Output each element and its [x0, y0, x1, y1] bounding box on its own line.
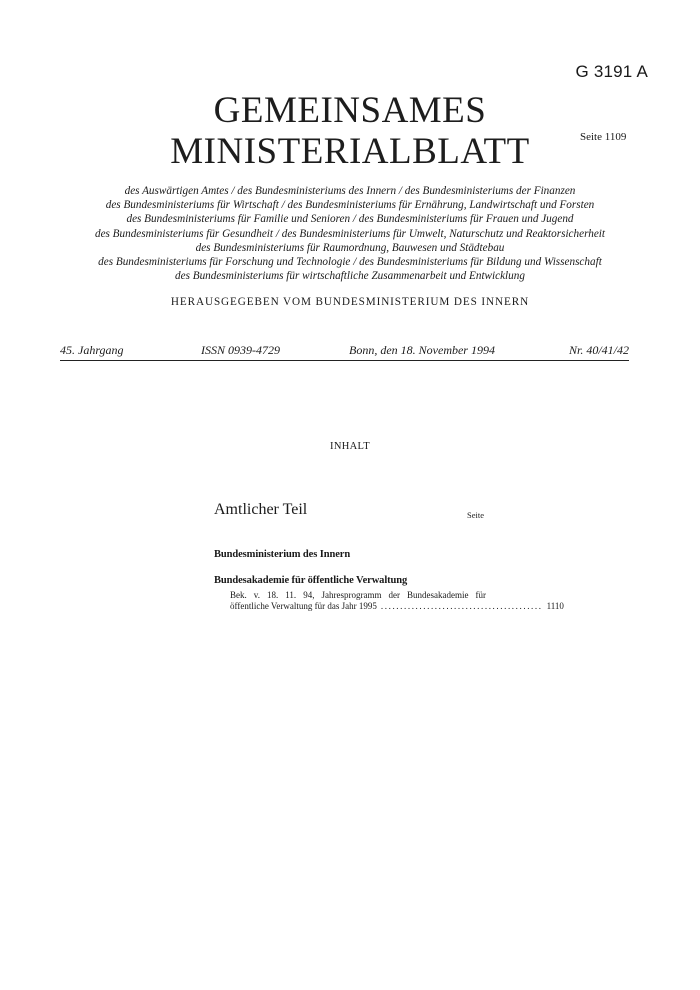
ministries-line: des Bundesministeriums für Familie und Senioren / des Bundesministeriums für Frauen und Jugend — [126, 213, 574, 226]
place-date-label: Bonn, den 18. November 1994 — [349, 343, 495, 357]
issue-number-label: Nr. 40/41/42 — [568, 343, 629, 357]
contents-entry[interactable] — [230, 590, 564, 612]
entry-page-number[interactable]: 1110 — [546, 601, 564, 611]
contents-heading: INHALT — [330, 441, 370, 452]
ministries-list — [40, 184, 660, 283]
issue-info-bar — [60, 343, 629, 359]
masthead-title-line2: MINISTERIALBLATT — [170, 131, 530, 172]
section-title: Amtlicher Teil — [214, 501, 308, 518]
dot-leader: .......................................... — [380, 601, 543, 611]
entry-text-line2: öffentliche Verwaltung für das Jahr 1995 — [230, 601, 377, 611]
page-number-label: Seite 1109 — [580, 131, 627, 143]
ministries-line: des Bundesministeriums für Forschung und Technologie / des Bundesministeriums für Bildung und Wissenschaft — [98, 256, 602, 269]
masthead-title-line1: GEMEINSAMES — [213, 90, 487, 131]
masthead-divider — [60, 360, 629, 361]
ministries-line: des Bundesministeriums für wirtschaftliche Zusammenarbeit und Entwicklung — [175, 270, 525, 283]
agency-heading: Bundesakademie für öffentliche Verwaltung — [214, 575, 408, 586]
series-code: G 3191 A — [575, 62, 648, 81]
publisher-line: HERAUSGEGEBEN VOM BUNDESMINISTERIUM DES INNERN — [170, 296, 530, 308]
ministries-line: des Bundesministeriums für Wirtschaft / des Bundesministeriums für Ernährung, Landwirtschaft und Forsten — [105, 199, 595, 212]
entry-text-line1: Bek. v. 18. 11. 94, Jahresprogramm der Bundesakademie für — [230, 590, 486, 600]
entry-text-line2-row — [230, 601, 564, 612]
ministries-line: des Bundesministeriums für Gesundheit / des Bundesministeriums für Umwelt, Naturschutz und Reaktorsicherheit — [94, 227, 606, 240]
page-column-label: Seite — [467, 510, 484, 520]
ministries-line: des Bundesministeriums für Raumordnung, Bauwesen und Städtebau — [195, 241, 505, 254]
ministry-heading: Bundesministerium des Innern — [214, 549, 351, 560]
issn-label: ISSN 0939-4729 — [201, 343, 280, 357]
ministries-line: des Auswärtigen Amtes / des Bundesministeriums des Innern / des Bundesministeriums der Finanzen — [124, 185, 576, 197]
volume-label: 45. Jahrgang — [60, 343, 124, 357]
